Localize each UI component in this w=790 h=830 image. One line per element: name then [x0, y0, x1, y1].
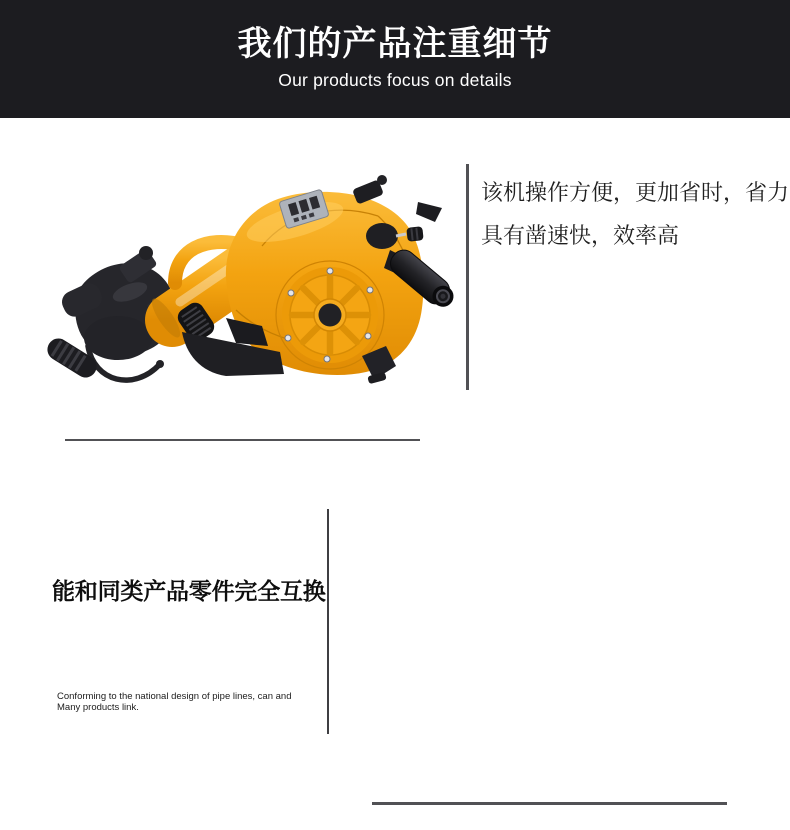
- page-subtitle: Our products focus on details: [278, 70, 512, 90]
- feature-text-line2: 具有凿速快，效率高: [481, 223, 680, 248]
- product-feature-section: [0, 118, 790, 448]
- description-line2: Many products link.: [57, 702, 139, 713]
- interchange-section: [0, 448, 790, 748]
- interchange-headline: 能和同类产品零件完全互换: [52, 578, 326, 604]
- description-line1: Conforming to the national design of pipe lines, can and: [57, 691, 292, 702]
- header-banner: [0, 0, 790, 118]
- page-title: 我们的产品注重细节: [237, 25, 553, 63]
- interchange-description: [57, 691, 292, 713]
- gear-housing: [276, 261, 384, 369]
- feature-text-line1: 该机操作方便，更加省时，省力: [481, 180, 790, 205]
- bottom-divider: [372, 802, 727, 805]
- photo-underline: [65, 439, 420, 441]
- feature-divider-vertical: [466, 164, 469, 390]
- interchange-divider-vertical: [327, 509, 329, 734]
- product-photo-rock-drill: [30, 150, 480, 450]
